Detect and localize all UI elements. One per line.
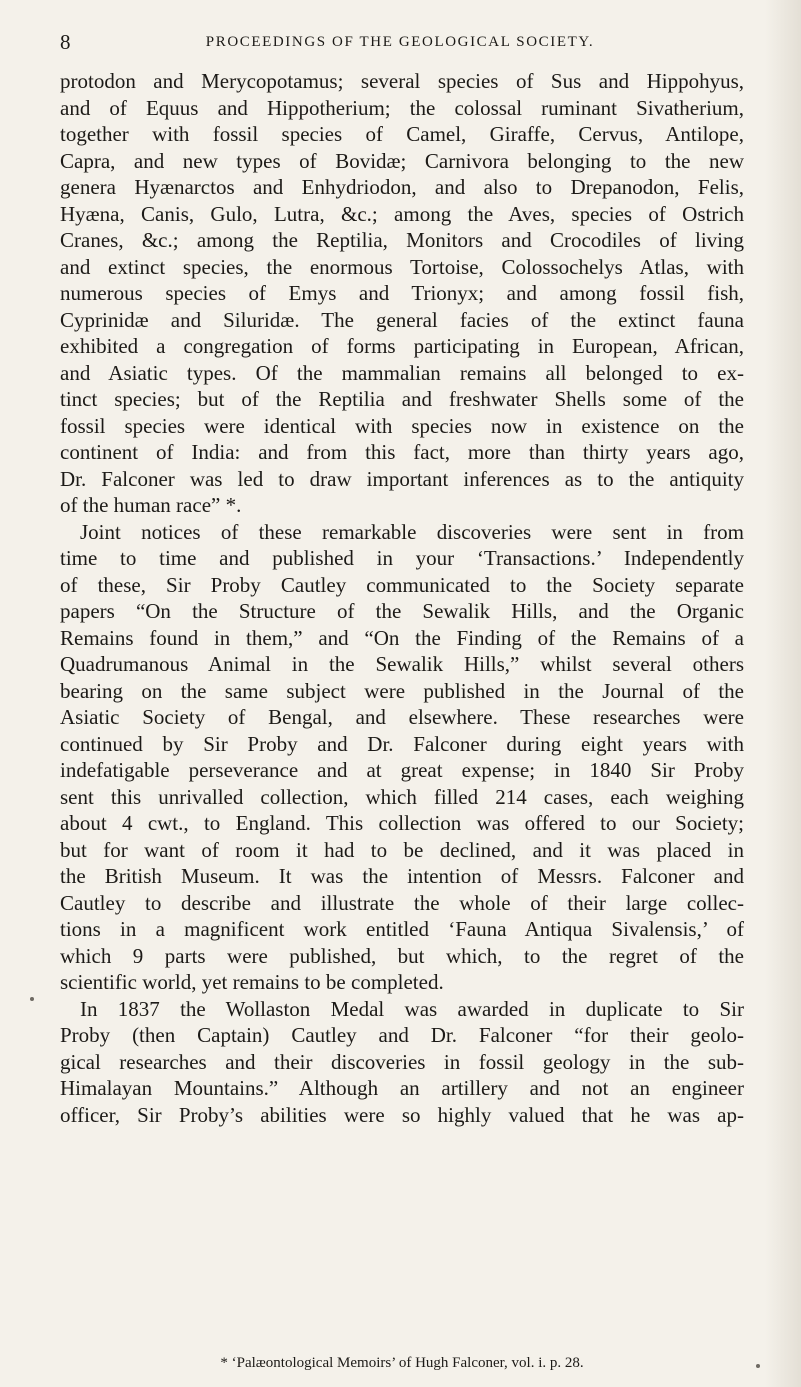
text-line: Cautley to describe and illustrate the whole of their large collec- [60,890,744,915]
text-line: numerous species of Emys and Trionyx; and among fossil fish, [60,281,744,305]
text-line: genera Hyænarctos and Enhydriodon, and also to Drepanodon, Felis, [60,175,744,199]
text-line: which 9 parts were published, but which, to the regret of the [60,943,744,968]
footnote-text: ‘Palæontological Memoirs’ of Hugh Falconer, vol. i. p. 28. [231,1355,584,1371]
running-head: PROCEEDINGS OF THE GEOLOGICAL SOCIETY. [205,34,595,50]
margin-speck [30,997,34,1001]
text-line: gical researches and their discoveries in fossil geology in the sub- [60,1049,744,1074]
text-line: continent of India: and from this fact, more than thirty years ago, [60,440,744,464]
text-line: time to time and published in your ‘Transactions.’ Independently [60,546,744,570]
text-line: and Asiatic types. Of the mammalian remains all belonged to ex- [60,360,744,385]
page-edge-shadow [765,0,801,1387]
text-line: Cranes, &c.; among the Reptilia, Monitors and Crocodiles of living [60,228,744,252]
footnote-marker: * [220,1355,228,1371]
text-line: scientific world, yet remains to be completed. [60,970,444,994]
text-line: the British Museum. It was the intention of Messrs. Falconer and [60,864,744,888]
text-line: of these, Sir Proby Cautley communicated to the Society separate [60,572,744,597]
text-line: and of Equus and Hippotherium; the colossal ruminant Sivatherium, [60,95,744,120]
text-line: fossil species were identical with species now in existence on the [60,413,744,438]
footnote [60,1353,744,1373]
text-line: protodon and Merycopotamus; several species of Sus and Hippohyus, [60,69,744,93]
text-line: Joint notices of these remarkable discoveries were sent in from [80,519,744,544]
margin-speck [756,1364,760,1368]
text-line: tions in a magnificent work entitled ‘Fauna Antiqua Sivalensis,’ of [60,917,744,941]
text-line: In 1837 the Wollaston Medal was awarded in duplicate to Sir [80,996,744,1021]
text-line: Hyæna, Canis, Gulo, Lutra, &c.; among the Aves, species of Ostrich [60,201,744,226]
text-line: tinct species; but of the Reptilia and freshwater Shells some of the [60,387,744,411]
text-line: together with fossil species of Camel, Giraffe, Cervus, Antilope, [60,122,744,146]
page-number: 8 [60,30,71,54]
page-header [0,30,801,54]
text-line: continued by Sir Proby and Dr. Falconer during eight years with [60,731,744,756]
text-line: Remains found in them,” and “On the Finding of the Remains of a [60,625,744,650]
text-line: of the human race” *. [60,493,242,517]
text-line: Dr. Falconer was led to draw important inferences as to the antiquity [60,466,744,491]
text-line: sent this unrivalled collection, which filled 214 cases, each weighing [60,784,744,809]
text-line: exhibited a congregation of forms participating in European, African, [60,334,744,358]
text-line: Quadrumanous Animal in the Sewalik Hills,” whilst several others [60,652,744,676]
text-line: Cyprinidæ and Siluridæ. The general facies of the extinct fauna [60,307,744,332]
text-line: Himalayan Mountains.” Although an artillery and not an engineer [60,1076,744,1100]
text-line: officer, Sir Proby’s abilities were so highly valued that he was ap- [60,1102,744,1127]
text-line: papers “On the Structure of the Sewalik Hills, and the Organic [60,599,744,623]
text-line: Asiatic Society of Bengal, and elsewhere. These researches were [60,705,744,729]
body-text [60,68,744,1128]
text-line: but for want of room it had to be declined, and it was placed in [60,837,744,862]
text-line: about 4 cwt., to England. This collection was offered to our Society; [60,811,744,835]
text-line: Capra, and new types of Bovidæ; Carnivora belonging to the new [60,148,744,173]
text-line: Proby (then Captain) Cautley and Dr. Falconer “for their geolo- [60,1023,744,1047]
text-line: and extinct species, the enormous Tortoise, Colossochelys Atlas, with [60,254,744,279]
text-line: indefatigable perseverance and at great expense; in 1840 Sir Proby [60,758,744,782]
text-line: bearing on the same subject were published in the Journal of the [60,678,744,703]
